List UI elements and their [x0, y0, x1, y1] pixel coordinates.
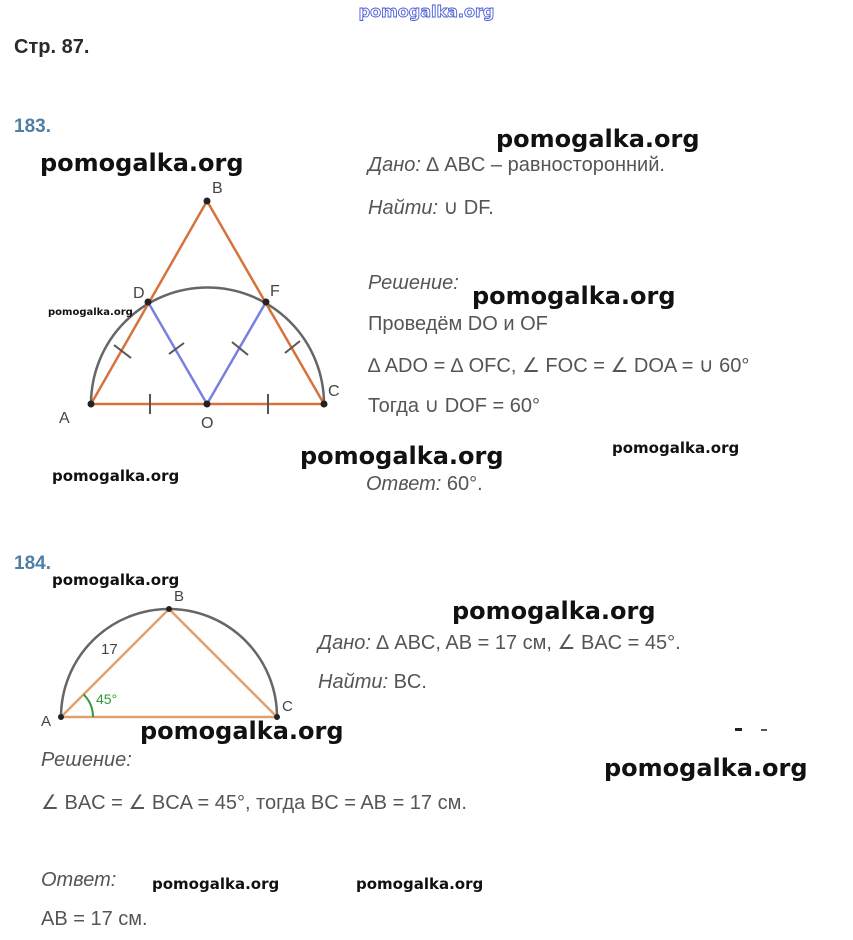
watermark-text: pomogalka.org — [40, 149, 244, 177]
find-183: Найти: ∪ DF. — [368, 197, 494, 219]
label-b: B — [174, 588, 185, 605]
label-o: O — [201, 415, 214, 432]
side-bc-184 — [169, 609, 277, 717]
segment-do — [148, 302, 207, 404]
tick-mark — [232, 342, 248, 355]
watermark-text: pomogalka.org — [496, 125, 700, 153]
point-f — [263, 299, 270, 306]
watermark-text: pomogalka.org — [472, 282, 676, 310]
point-a — [88, 401, 95, 408]
watermark-text: pomogalka.org — [52, 571, 180, 589]
point-d — [145, 299, 152, 306]
watermark-text: pomogalka.org — [140, 717, 344, 745]
watermark-text: pomogalka.org — [300, 442, 504, 470]
label-f: F — [270, 283, 280, 300]
watermark-text: pomogalka.org — [604, 754, 808, 782]
page-label: Стр. 87. — [14, 36, 90, 58]
point-o — [204, 401, 211, 408]
solution-line-1-183: Проведём DO и OF — [368, 313, 548, 335]
problem-184-number: 184. — [14, 553, 51, 574]
watermark-text: pomogalka.org — [612, 439, 740, 457]
watermark-text: pomogalka.org — [356, 875, 484, 893]
watermark-text: pomogalka.org — [452, 597, 656, 625]
watermark-text: pomogalka.org — [152, 875, 280, 893]
watermark-text: pomogalka.org — [48, 307, 133, 318]
point-b — [204, 198, 211, 205]
angle-arc-184 — [84, 694, 93, 717]
point-a — [58, 714, 64, 720]
problem-183-number: 183. — [14, 116, 51, 137]
solution-line-2-183: ∆ ADO = ∆ OFC, ∠ FOC = ∠ DOA = ∪ 60° — [368, 355, 750, 377]
answer-183: Ответ: 60°. — [366, 473, 483, 495]
figure-183 — [0, 170, 360, 440]
arc-184 — [61, 609, 277, 717]
watermark-text: pomogalka.org — [52, 467, 180, 485]
point-b — [166, 606, 172, 612]
solution-line-1-184: ∠ BAC = ∠ BCA = 45°, тогда BC = AB = 17 см. — [41, 792, 467, 814]
segment-of — [207, 302, 266, 404]
stray-mark — [735, 728, 742, 731]
figure-184 — [0, 585, 310, 735]
find-184: Найти: BC. — [318, 671, 427, 693]
answer-label-184: Ответ: — [41, 869, 117, 891]
solution-label-184: Решение: — [41, 749, 132, 771]
label-d: D — [133, 285, 145, 302]
label-a: A — [41, 713, 52, 730]
point-c — [321, 401, 328, 408]
stray-mark — [761, 729, 767, 731]
label-a: A — [59, 410, 70, 427]
label-side-ab: 17 — [101, 641, 118, 658]
label-angle: 45° — [96, 691, 118, 707]
answer-text-184: AB = 17 см. — [41, 908, 148, 930]
given-184: Дано: ∆ ABC, AB = 17 см, ∠ BAC = 45°. — [318, 632, 681, 654]
given-183: Дано: ∆ ABC – равносторонний. — [368, 154, 665, 176]
label-c: C — [282, 698, 293, 715]
header-watermark: pomogalka.org — [358, 2, 495, 21]
solution-label-183: Решение: — [368, 272, 459, 294]
label-b: B — [212, 180, 223, 197]
solution-line-3-183: Тогда ∪ DOF = 60° — [368, 395, 540, 417]
label-c: C — [328, 383, 340, 400]
